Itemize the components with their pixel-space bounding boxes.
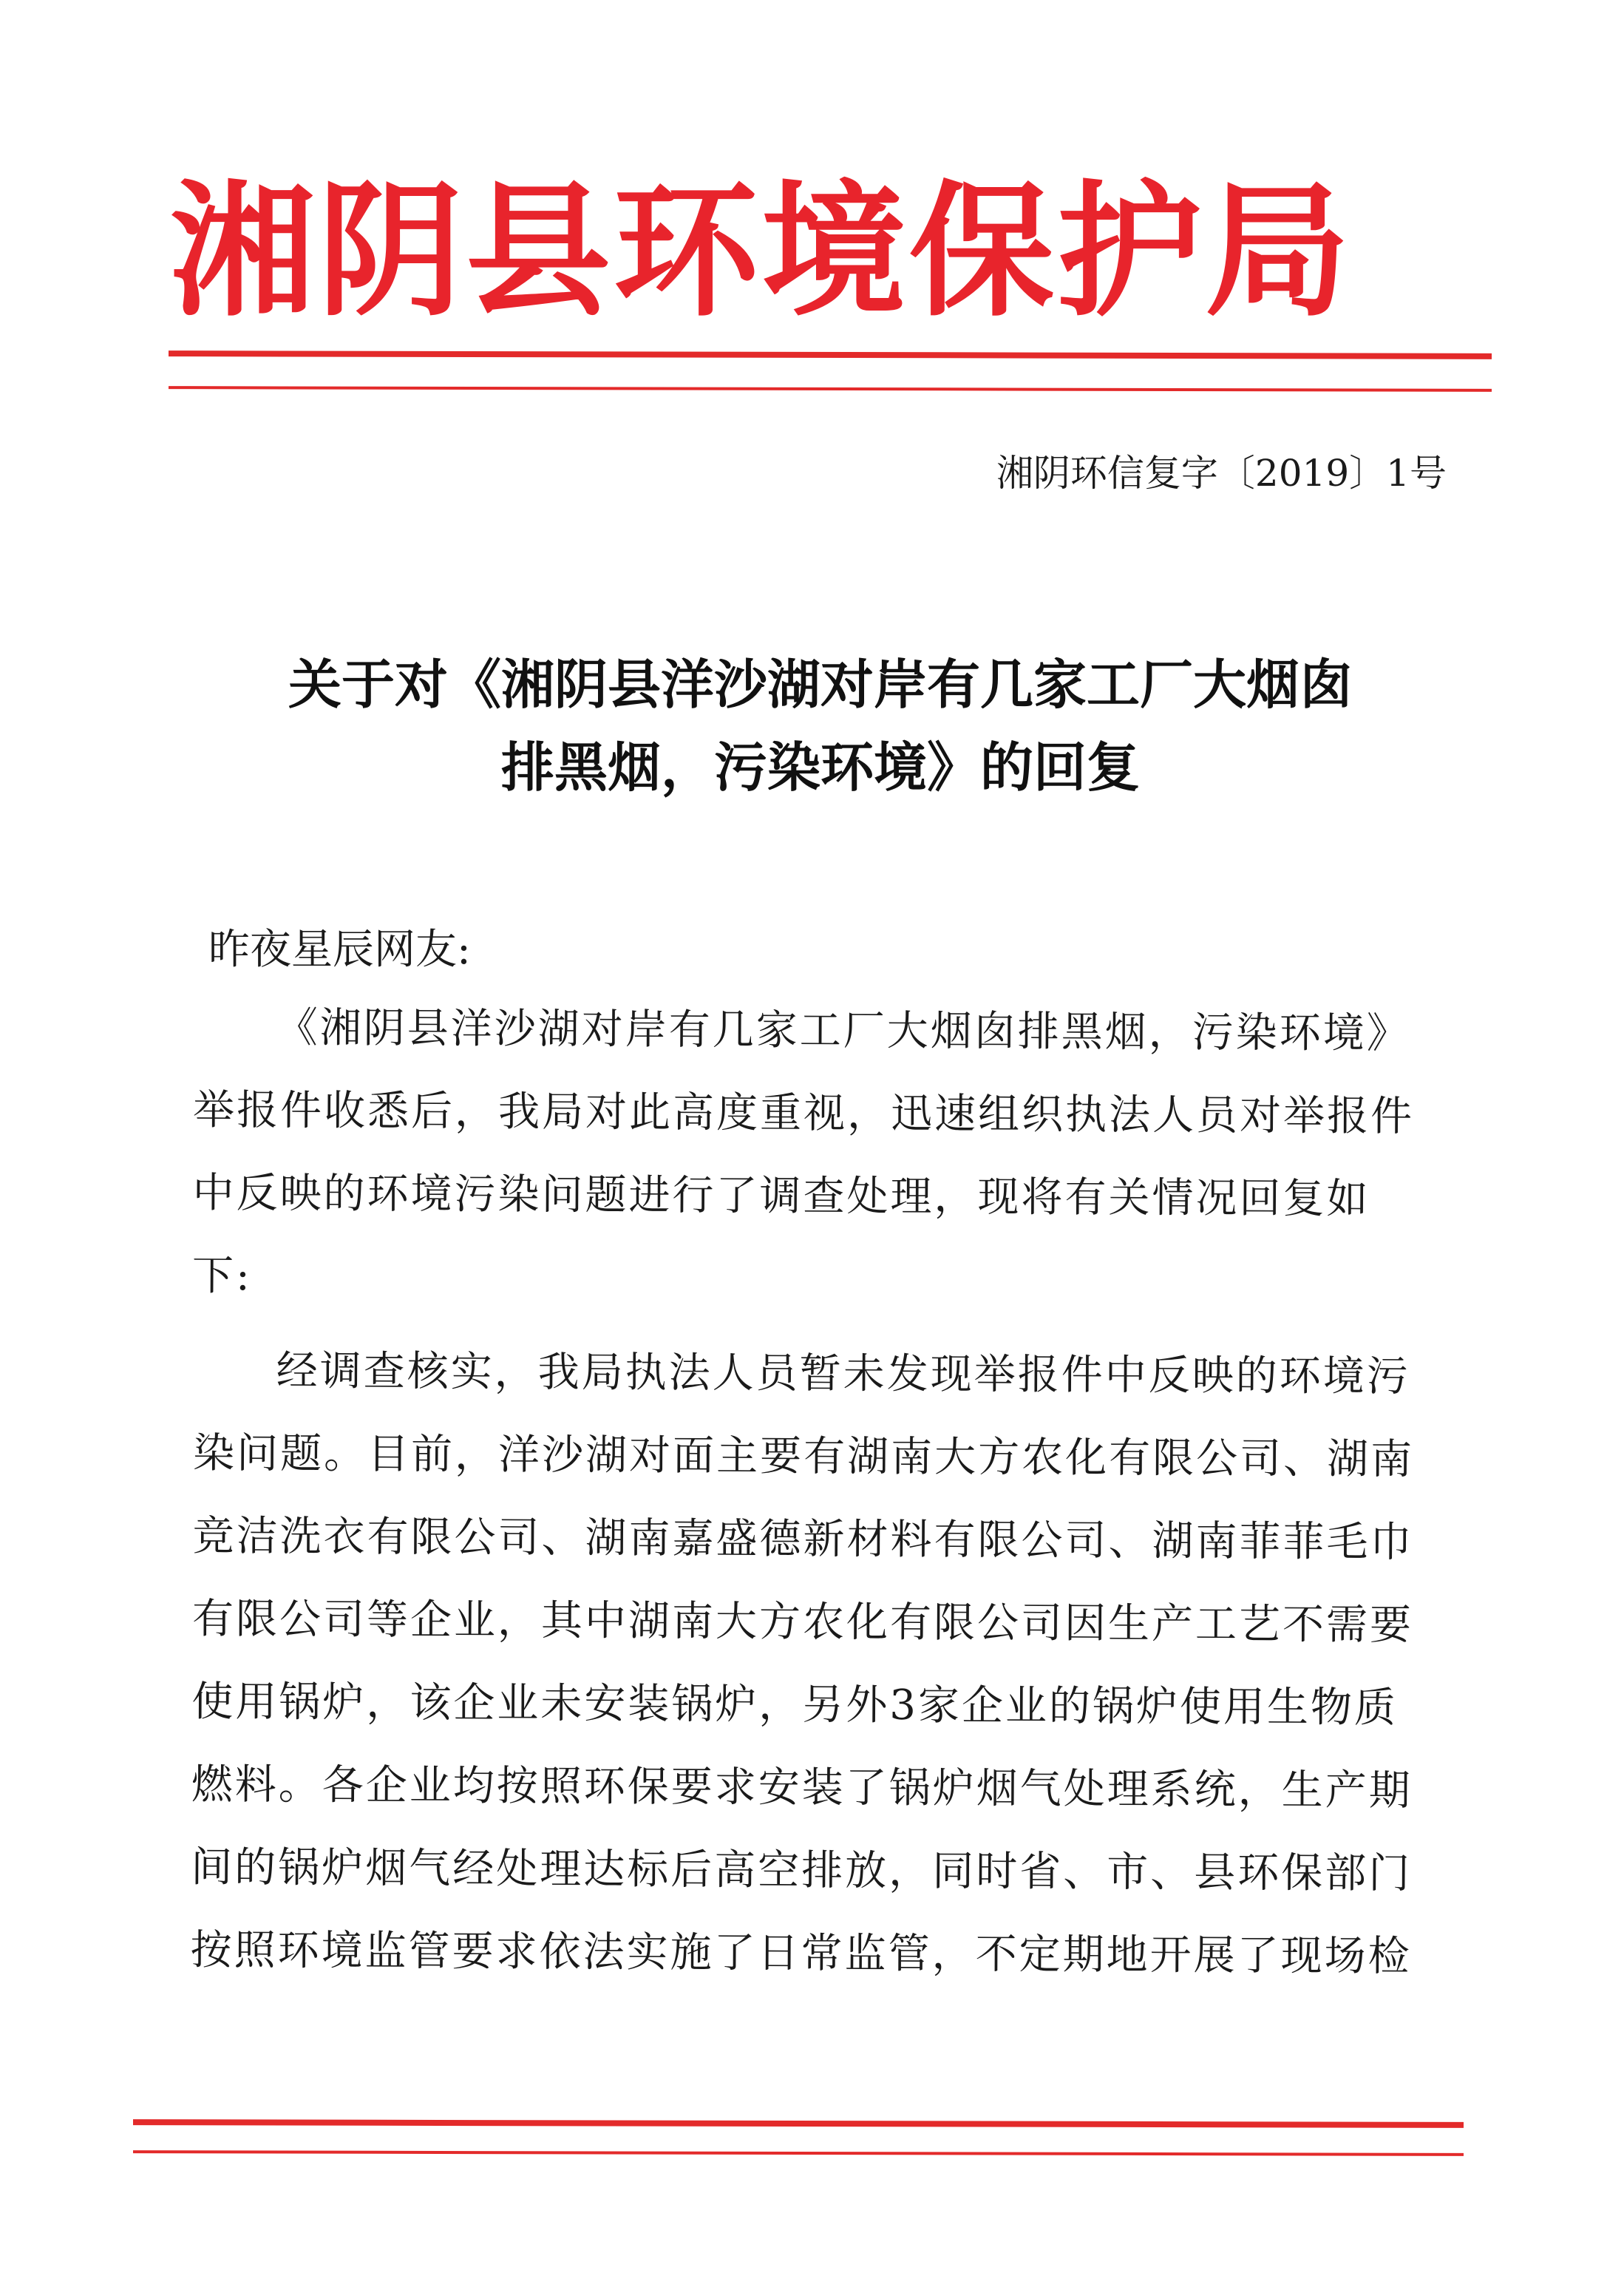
footer-red-rule-thick — [133, 2119, 1464, 2128]
salutation: 昨夜星辰网友: — [208, 926, 471, 974]
paragraph-1 — [192, 986, 1443, 1324]
paragraph-line: 举报件收悉后，我局对此高度重视，迅速组织执法人员对举报件 — [192, 1085, 1415, 1141]
paragraph-line: 使用锅炉，该企业未安装锅炉，另外3家企业的锅炉使用生物质 — [191, 1677, 1399, 1732]
paragraph-line: 燃料。各企业均按照环保要求安装了锅炉烟气处理系统，生产期 — [191, 1760, 1413, 1815]
title-line-1: 关于对《湘阴县洋沙湖对岸有几家工厂大烟囱 — [288, 653, 1353, 716]
paragraph-2 — [190, 1329, 1443, 1999]
paragraph-line: 间的锅炉烟气经处理达标后高空排放，同时省、市、县环保部门 — [191, 1843, 1413, 1898]
document-number: 湘阴环信复字〔2019〕1号 — [996, 452, 1447, 495]
header-red-rule-thick — [169, 350, 1492, 359]
paragraph-line: 按照环境监管要求依法实施了日常监管，不定期地开展了现场检 — [190, 1925, 1412, 1981]
title-line-2: 排黑烟，污染环境》的回复 — [500, 736, 1140, 799]
paragraph-line: 中反映的环境污染问题进行了调查处理，现将有关情况回复如 — [192, 1168, 1370, 1224]
agency-masthead: 湘阴县环境保护局 — [170, 166, 1353, 336]
paragraph-line: 染问题。目前，洋沙湖对面主要有湖南大方农化有限公司、湖南 — [192, 1429, 1415, 1484]
paragraph-line: 经调查核实，我局执法人员暂未发现举报件中反映的环境污 — [276, 1346, 1410, 1401]
footer-red-rule-thin — [133, 2150, 1464, 2156]
paragraph-line: 下: — [191, 1251, 252, 1301]
paragraph-line: 《湘阴县洋沙湖对岸有几家工厂大烟囱排黑烟，污染环境》 — [276, 1003, 1410, 1058]
paragraph-line: 有限公司等企业，其中湖南大方农化有限公司因生产工艺不需要 — [191, 1594, 1414, 1650]
paragraph-line: 竞洁洗衣有限公司、湖南嘉盛德新材料有限公司、湖南菲菲毛巾 — [192, 1511, 1414, 1567]
document-title — [185, 643, 1456, 809]
header-red-rule-thin — [169, 386, 1492, 392]
